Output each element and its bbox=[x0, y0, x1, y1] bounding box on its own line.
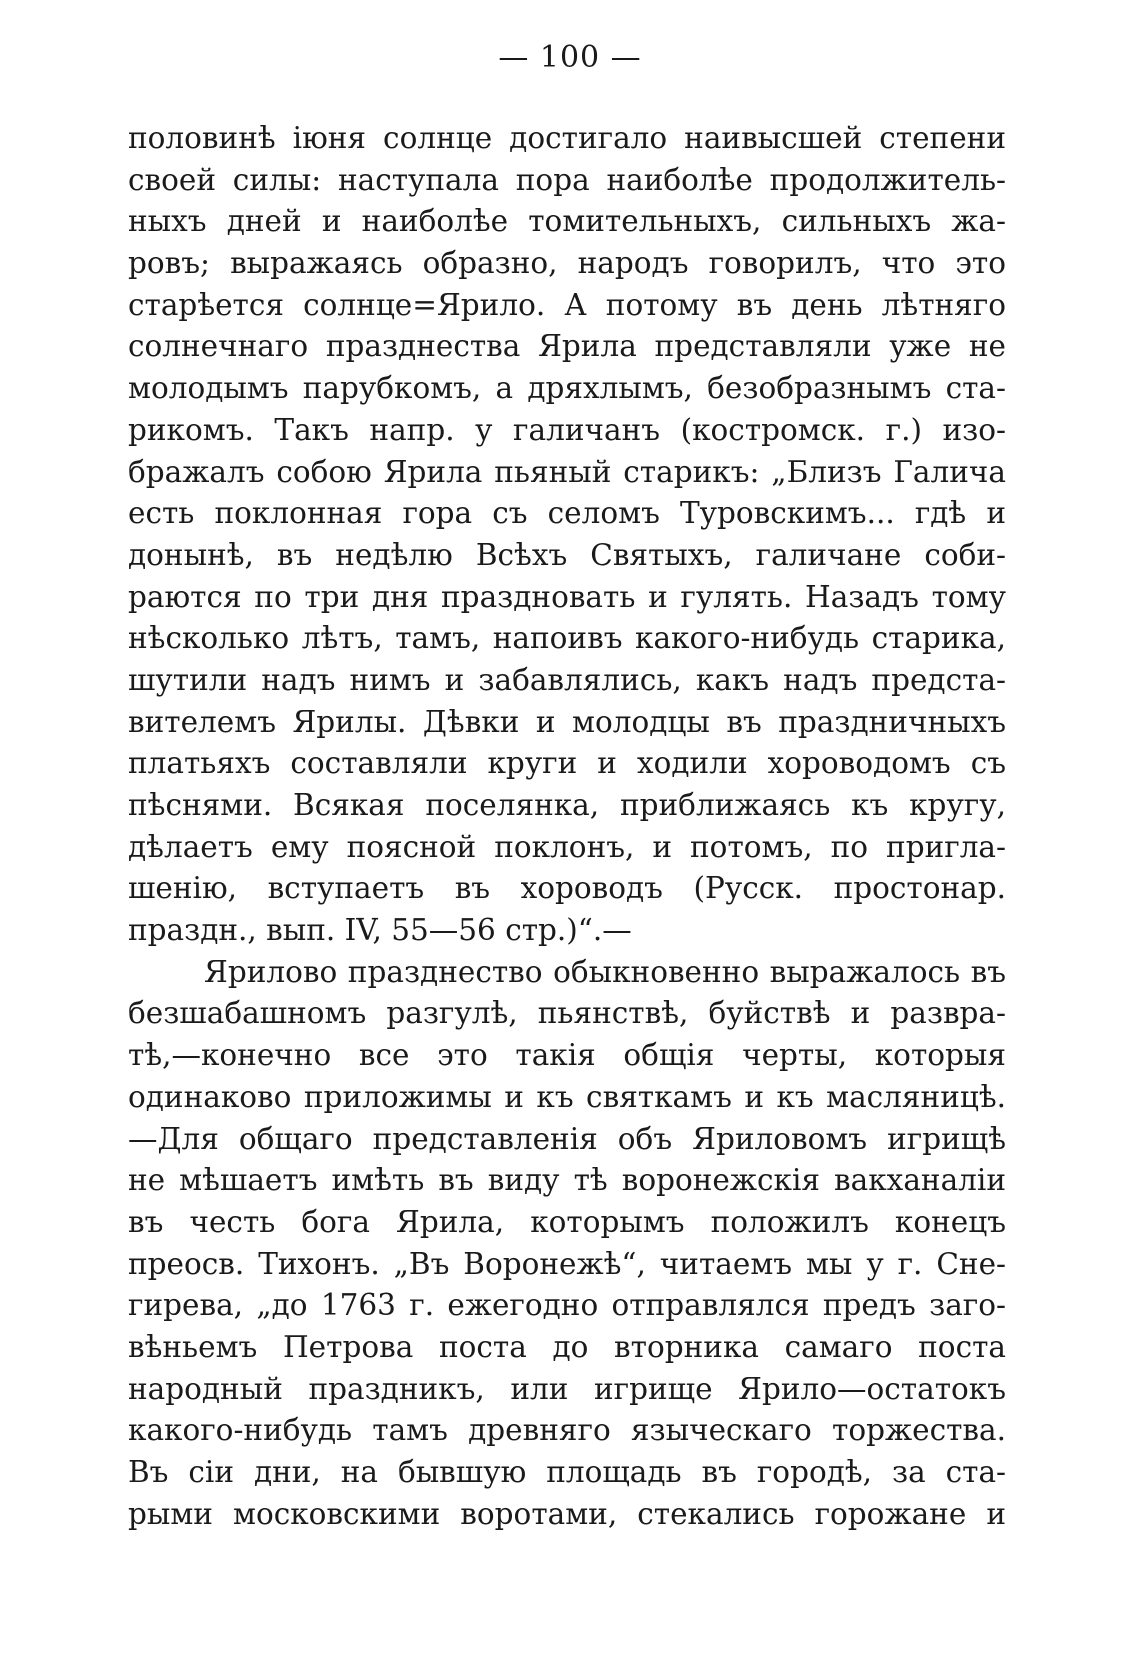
text-line: молодымъ парубкомъ, а дряхлымъ, безобразнымъ ста- bbox=[128, 371, 1006, 406]
text-line: ровъ; выражаясь образно, народъ говорилъ, что это bbox=[128, 246, 1006, 281]
text-line: тѣ,—конечно все это такія общія черты, которыя bbox=[128, 1038, 1006, 1073]
text-line: гирева, „до 1763 г. ежегодно отправлялся предъ заго- bbox=[128, 1288, 1006, 1323]
text-line: нѣсколько лѣтъ, тамъ, напоивъ какого-нибудь старика, bbox=[128, 621, 1006, 656]
body-text bbox=[128, 118, 1006, 1535]
text-line: раются по три дня праздновать и гулять. Назадъ тому bbox=[128, 579, 1006, 614]
text-line: одинаково приложимы и къ святкамъ и къ масляницѣ. bbox=[128, 1079, 1006, 1114]
paragraph-2 bbox=[128, 952, 1006, 1536]
page-number: — 100 — bbox=[498, 40, 642, 75]
text-line: вѣньемъ Петрова поста до вторника самаго поста bbox=[128, 1329, 1006, 1364]
text-line: шутили надъ нимъ и забавлялись, какъ надъ предста- bbox=[128, 662, 1006, 697]
paragraph-1 bbox=[128, 118, 1006, 952]
text-line: есть поклонная гора съ селомъ Туровскимъ... гдѣ и bbox=[128, 496, 1006, 531]
text-line: вителемъ Ярилы. Дѣвки и молодцы въ праздничныхъ bbox=[128, 704, 1006, 739]
text-line: Ярилово празднество обыкновенно выражалось въ bbox=[204, 954, 1006, 989]
text-line: какого-нибудь тамъ древняго языческаго торжества. bbox=[128, 1413, 1006, 1448]
text-line: —Для общаго представленія объ Яриловомъ игрищѣ bbox=[128, 1121, 1006, 1156]
text-line: дѣлаетъ ему поясной поклонъ, и потомъ, по пригла- bbox=[128, 829, 1006, 864]
text-line: бражалъ собою Ярила пьяный старикъ: „Близъ Галича bbox=[128, 454, 1006, 489]
text-line: своей силы: наступала пора наиболѣе продолжитель- bbox=[128, 162, 1006, 197]
text-line: Въ сіи дни, на бывшую площадь въ городѣ, за ста- bbox=[128, 1455, 1006, 1489]
text-line: праздн., вып. IV, 55—56 стр.)“.— bbox=[128, 913, 632, 948]
text-line: платьяхъ составляли круги и ходили хороводомъ съ bbox=[128, 746, 1006, 781]
text-line: старѣется солнце=Ярило. А потому въ день лѣтняго bbox=[128, 287, 1006, 322]
text-line: въ честь бога Ярила, которымъ положилъ конецъ bbox=[128, 1204, 1006, 1239]
text-line: не мѣшаетъ имѣть въ виду тѣ воронежскія вакханаліи bbox=[128, 1163, 1006, 1198]
text-line: народный праздникъ, или игрище Ярило—остатокъ bbox=[128, 1371, 1006, 1406]
text-line: преосв. Тихонъ. „Въ Воронежѣ“, читаемъ мы у г. Сне- bbox=[128, 1246, 1006, 1281]
text-line: безшабашномъ разгулѣ, пьянствѣ, буйствѣ и развра- bbox=[128, 996, 1006, 1031]
text-line: пѣснями. Всякая поселянка, приближаясь къ кругу, bbox=[128, 788, 1006, 822]
text-line: рикомъ. Такъ напр. у галичанъ (костромск. г.) изо- bbox=[128, 412, 1006, 447]
text-line: донынѣ, въ недѣлю Всѣхъ Святыхъ, галичане соби- bbox=[128, 537, 1006, 572]
text-line: рыми московскими воротами, стекались горожане и bbox=[128, 1496, 1006, 1531]
text-line: шенію, вступаетъ въ хороводъ (Русск. простонар. bbox=[128, 871, 1006, 906]
text-line: половинѣ іюня солнце достигало наивысшей степени bbox=[128, 121, 1006, 155]
text-line: солнечнаго празднества Ярила представляли уже не bbox=[128, 329, 1006, 364]
text-line: ныхъ дней и наиболѣе томительныхъ, сильныхъ жа- bbox=[128, 204, 1006, 239]
